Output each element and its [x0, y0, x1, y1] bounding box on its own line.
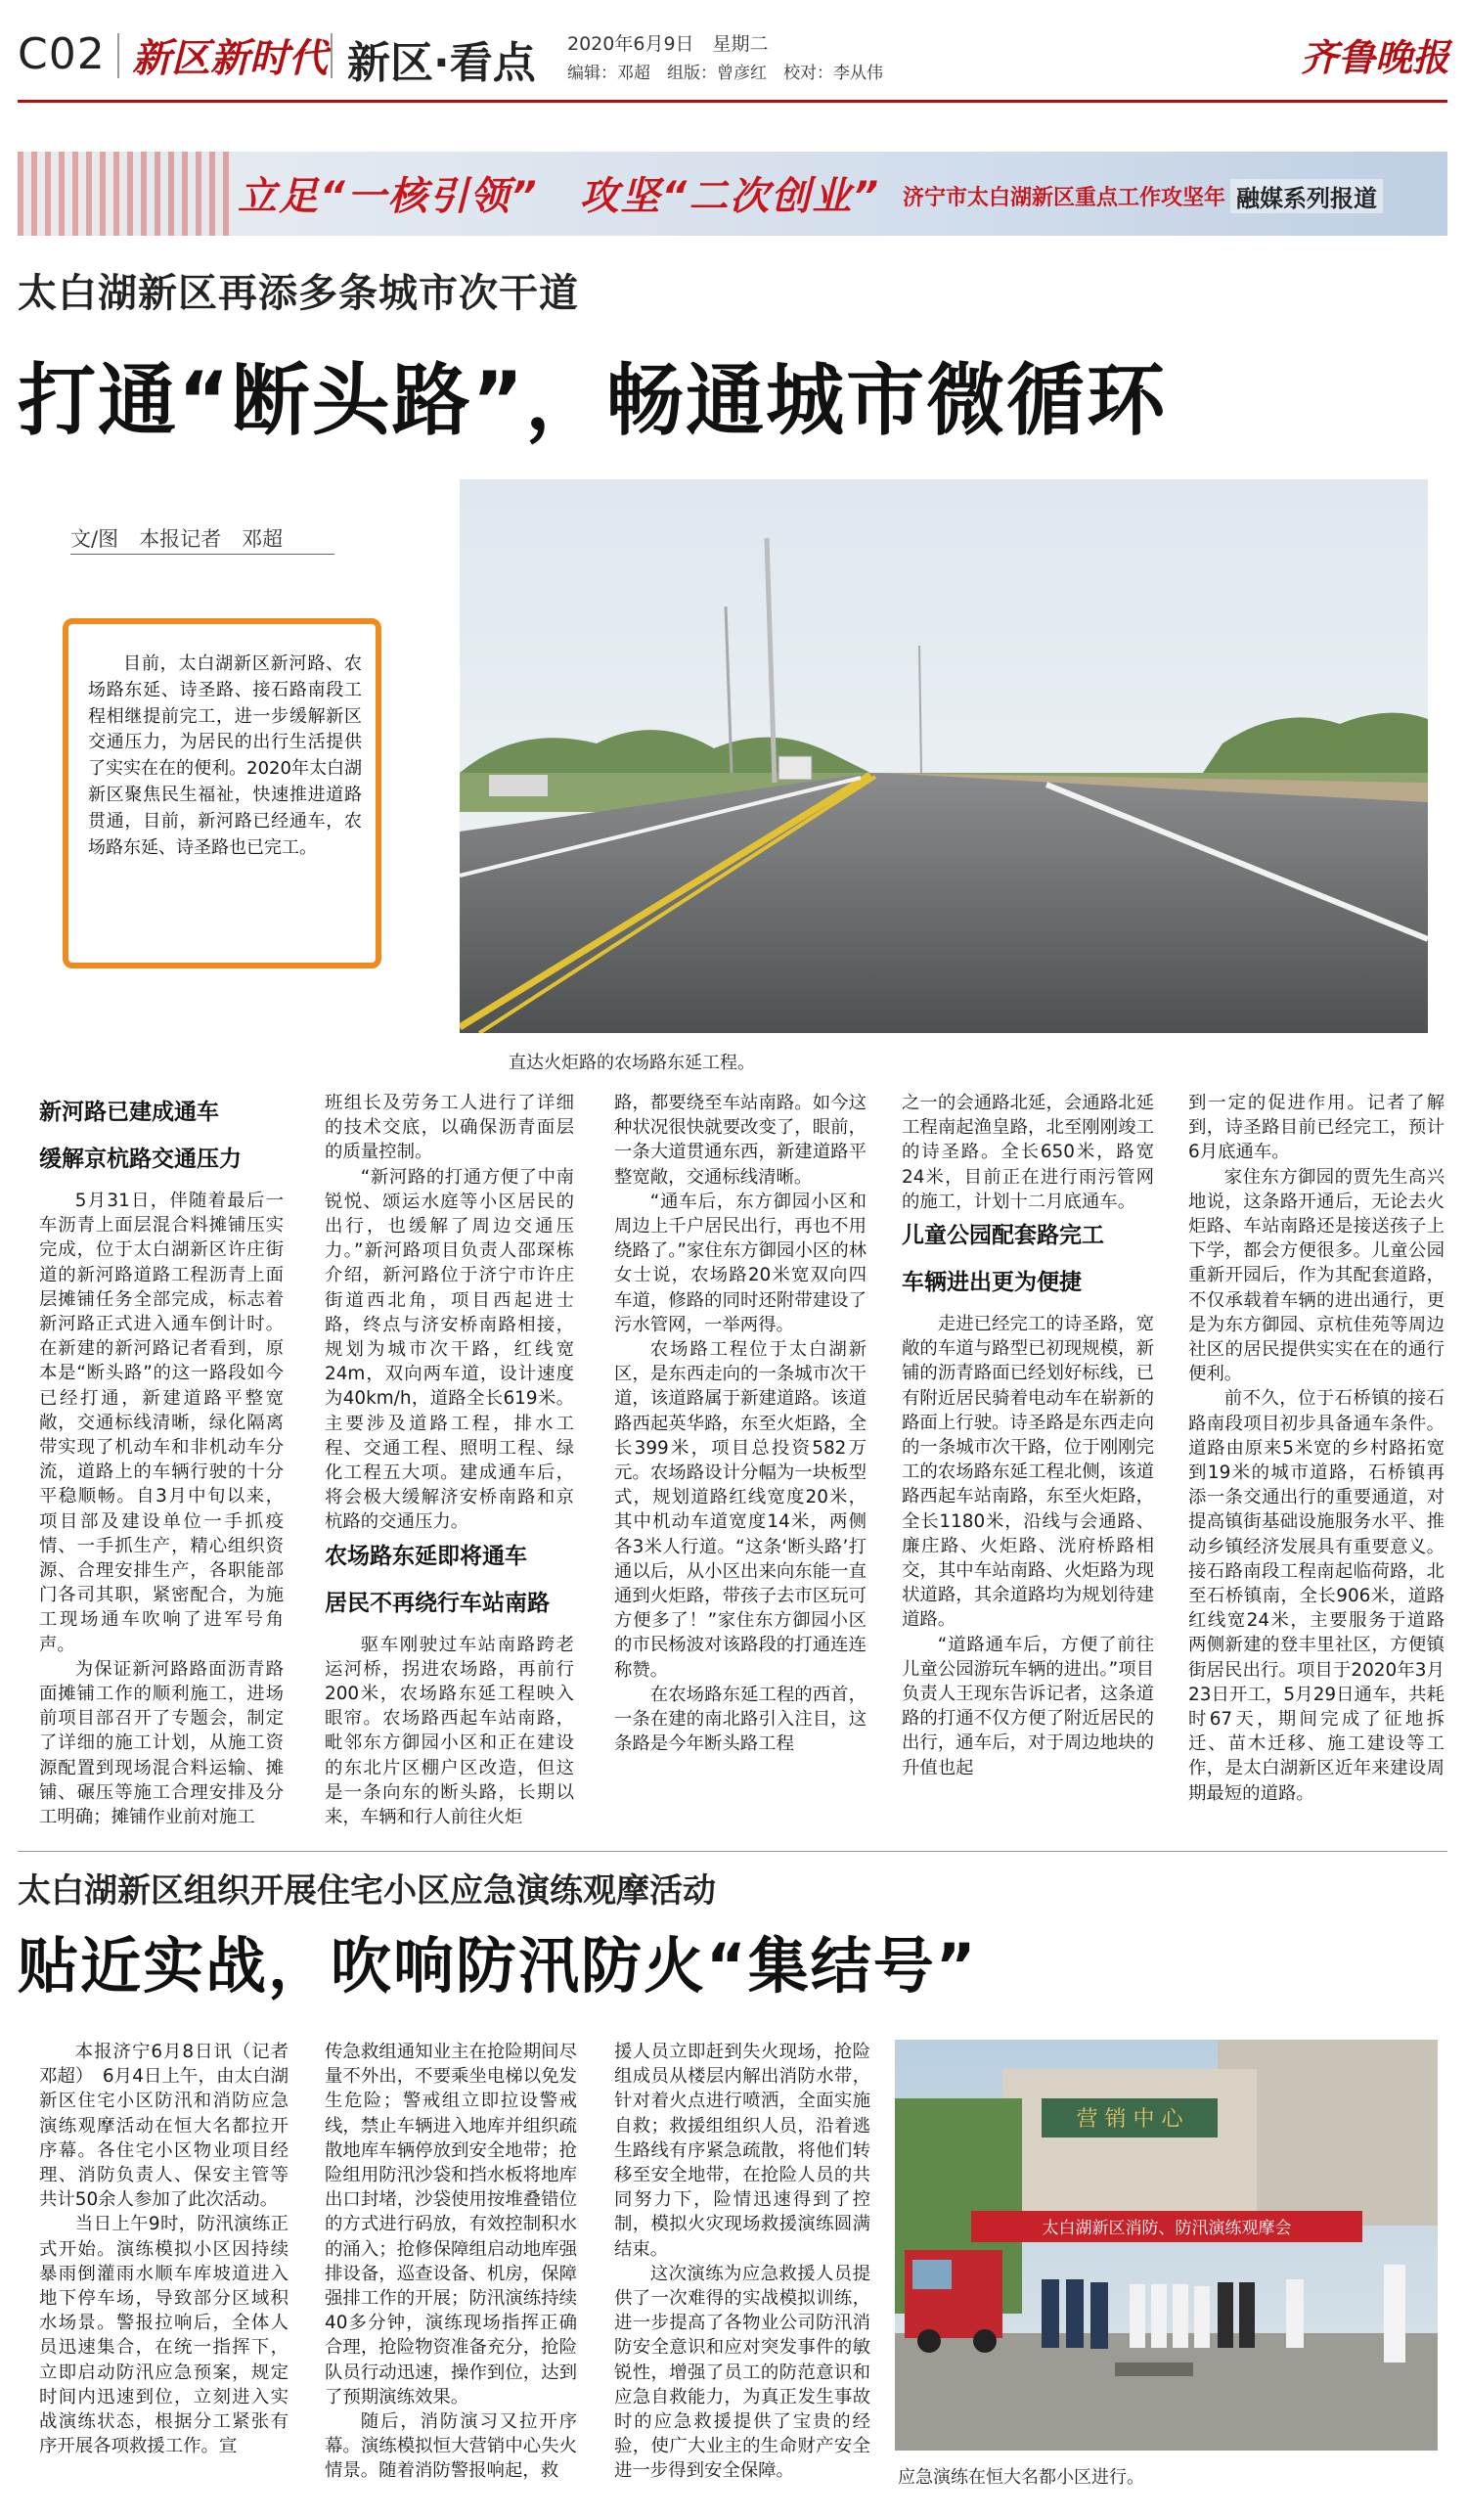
- article2-kicker: 太白湖新区组织开展住宅小区应急演练观摩活动: [18, 1871, 716, 1911]
- subheading: 儿童公园配套路完工: [902, 1223, 1104, 1249]
- paragraph: 农场路工程位于太白湖新区，是东西走向的一条城市次干道，该道路属于新建道路。该道路西起英华路，东至火炬路，全长399米，项目总投资582万元。农场路设计分幅为一块板型式，规划道路红线宽度20米，其中机动车道宽度14米，两侧各3米人行道。“这条‘断头路’打通以后，从小区出来向东能一直通到火炬路，带孩子去市区玩可方便多了！”家住东方御园小区的市民杨波对该路段的打通连连称赞。: [614, 1339, 867, 1681]
- article1-kicker: 太白湖新区再添多条城市次干道: [18, 271, 579, 316]
- article2-headline: 贴近实战，吹响防汛防火“集结号”: [18, 1930, 978, 2002]
- sales-center-sign: 营 销 中 心: [1076, 2107, 1183, 2132]
- article1-summary: 目前，太白湖新区新河路、农场路东延、诗圣路、接石路南段工程相继提前完工，进一步缓解新区交通压力，为居民的出行生活提供了实实在在的便利。2020年太白湖新区聚焦民生福祉，快速推进道路贯通，目前，新河路已经通车，农场路东延、诗圣路也已完工。: [88, 653, 362, 858]
- banner-decoration: [18, 152, 233, 236]
- paragraph: 班组长及劳务工人进行了详细的技术交底，以确保沥青面层的质量控制。: [325, 1093, 574, 1163]
- paragraph: 这次演练为应急救援人员提供了一次难得的实战模拟训练，进一步提高了各物业公司防汛消防安全意识和应对突发事件的敏锐性，增强了员工的防范意识和应急自救能力，为真正发生事故时的应急救援提供了宝贵的经验，使广大业主的生命财产安全进一步得到安全保障。: [614, 2263, 870, 2482]
- masthead-divider: [331, 33, 333, 78]
- paragraph: 传急救组通知业主在抢险期间尽量不外出，不要乘坐电梯以免发生危险；警戒组立即拉设警戒线，禁止车辆进入地库并组织疏散地库车辆停放到安全地带；抢险组用防汛沙袋和挡水板将地库出口封堵，沙袋使用按堆叠错位的方式进行码放，有效控制积水的涌入；抢修保障组启动地库强排设备，巡查设备、机房，保障强排工作的开展；防汛演练持续40多分钟，演练现场指挥正确合理，抢险物资准备充分，抢险队员行动迅速，操作到位，达到了预期演练效果。: [325, 2042, 577, 2408]
- byline-rule: [70, 554, 334, 555]
- paragraph: 前不久，位于石桥镇的接石路南段项目初步具备通车条件。道路由原来5米宽的乡村路拓宽到19米的城市道路，石桥镇再添一条交通出行的重要通道，对提高镇街基础设施服务水平、推动乡镇经济发展具有重要意义。接石路南段工程南起临荷路，北至石桥镇南，全长906米，道路红线宽24米，主要服务于道路两侧新建的登丰里社区，方便镇街居民出行。项目于2020年3月23日开工，5月29日通车，共耗时67天，期间完成了征地拆迁、苗木迁移、施工建设等工作，是太白湖新区近年来建设周期最短的道路。: [1188, 1388, 1445, 1804]
- article1-column-1: [39, 1091, 284, 1829]
- article1-headline: 打通“断头路”，畅通城市微循环: [18, 355, 1168, 446]
- column-brand: 新区新时代: [132, 35, 328, 81]
- paragraph: 驱车刚驶过车站南路跨老运河桥，拐进农场路，再前行200米，农场路东延工程映入眼帘。农场路西起车站南路，毗邻东方御园小区和正在建设的东北片区棚户区改造，但这是一条向东的断头路，长期以来，车辆和行人前往火炬: [325, 1634, 574, 1828]
- subheading: 车辆进出更为便捷: [902, 1270, 1082, 1296]
- masthead-divider: [117, 33, 119, 78]
- paragraph: 为保证新河路路面沥青路面摊铺工作的顺利施工，进场前项目部召开了专题会，制定了详细的施工计划，从施工资源配置到现场混合料运输、摊铺、碾压等施工合理安排及分工明确；摊铺作业前对施工: [39, 1658, 284, 1828]
- drill-photo-image: [895, 2040, 1438, 2451]
- paragraph: 当日上午9时，防汛演练正式开始。演练模拟小区因持续暴雨倒灌雨水顺车库坡道进入地下停车场，导致部分区域积水场景。警报拉响后，全体人员迅速集合，在统一指挥下，立即启动防汛应急预案，规定时间内迅速到位，立刻进入实战演练状态，根据分工紧张有序开展各项救援工作。宣: [39, 2214, 289, 2457]
- paragraph: “道路通车后，方便了前往儿童公园游玩车辆的进出。”项目负责人王现东告诉记者，这条道路的打通不仅方便了附近居民的出行，通车后，对于周边地块的升值也起: [902, 1634, 1154, 1778]
- article2-column-2: [325, 2040, 577, 2484]
- paragraph: 路，都要绕至车站南路。如今这种状况很快就要改变了，眼前，一条大道贯通东西，新建道路平整宽敞，交通标线清晰。: [614, 1093, 867, 1188]
- subheading: 缓解京杭路交通压力: [39, 1147, 242, 1172]
- banner-subtitle: 济宁市太白湖新区重点工作攻坚年: [903, 186, 1226, 210]
- paragraph: 随后，消防演习又拉开序幕。演练模拟恒大营销中心失火情景。随着消防警报响起，救: [325, 2411, 577, 2482]
- newspaper-logo: 齐鲁晚报: [1301, 35, 1450, 79]
- article1-column-5: [1188, 1091, 1445, 1806]
- subheading: 农场路东延即将通车: [325, 1543, 527, 1569]
- article2-column-3: [614, 2040, 870, 2484]
- page-number: C02: [18, 29, 106, 79]
- paragraph: 本报济宁6月8日讯（记者 邓超） 6月4日上午，由太白湖新区住宅小区防汛和消防应急演练观摩活动在恒大名都拉开序幕。各住宅小区物业项目经理、消防负责人、保安主管等共计50余人参加了此次活动。: [39, 2042, 307, 2211]
- editor-credits: 编辑：邓超 组版：曾彦红 校对：李从伟: [567, 64, 883, 83]
- masthead-rule: [18, 100, 1447, 103]
- road-photo-caption: 直达火炬路的农场路东延工程。: [509, 1053, 755, 1073]
- article1-byline: 文/图 本报记者 邓超: [70, 527, 284, 551]
- article-divider: [18, 1851, 1447, 1852]
- drill-banner-text: 太白湖新区消防、防汛演练观摩会: [1042, 2219, 1292, 2238]
- paragraph: 走进已经完工的诗圣路，宽敞的车道与路型已初现规模，新铺的沥青路面已经划好标线，已有附近居民骑着电动车在崭新的路面上行驶。诗圣路是东西走向的一条城市次干路，位于刚刚完工的农场路东延工程北侧，该道路西起车站南路，东至火炬路，全长1180米，沿线与会通路、廉庄路、火炬路、洸府桥路相交，其中车站南路、火炬路为现状道路，其余道路均为规划待建道路。: [902, 1314, 1154, 1631]
- paragraph: 到一定的促进作用。记者了解到，诗圣路目前已经完工，预计6月底通车。: [1188, 1093, 1445, 1163]
- paragraph: 之一的会通路北延，会通路北延工程南起渔皇路，北至刚刚竣工的诗圣路。全长650米，路宽24米，目前正在进行雨污管网的施工，计划十二月底通车。: [902, 1093, 1154, 1212]
- paragraph: 在农场路东延工程的西首，一条在建的南北路引入注目，这条路是今年断头路工程: [614, 1684, 867, 1755]
- paragraph: 援人员立即赶到失火现场，抢险组成员从楼层内解出消防水带，针对着火点进行喷洒，全面实施自救；救援组组织人员，沿着逃生路线有序紧急疏散，将他们转移至安全地带，在抢险人员的共同努力下，险情迅速得到了控制，模拟火灾现场救援演练圆满结束。: [614, 2042, 870, 2260]
- article1-column-2: [325, 1091, 574, 1829]
- section-title: 新区·看点: [347, 38, 536, 88]
- series-banner: [18, 152, 1447, 236]
- drill-photo: [895, 2040, 1438, 2451]
- road-photo: [460, 479, 1428, 1033]
- banner-series-label: 融媒系列报道: [1230, 179, 1383, 213]
- paragraph: “通车后，东方御园小区和周边上千户居民出行，再也不用绕路了。”家住东方御园小区的林女士说，农场路20米宽双向四车道，修路的同时还附带建设了污水管网，一举两得。: [614, 1191, 867, 1335]
- banner-slogan: 立足“一核引领” 攻坚“二次创业”: [238, 174, 881, 219]
- paragraph: “新河路的打通方便了中南锐悦、颂运水庭等小区居民的出行，也缓解了周边交通压力。”新河路项目负责人邵琛栋介绍，新河路位于济宁市许庄街道西北角，项目西起进士路，终点与济安桥南路相接，规划为城市次干路，红线宽24m，双向两车道，设计速度为40km/h，道路全长619米。主要涉及道路工程，排水工程、交通工程、照明工程、绿化工程五大项。建成通车后，将会极大缓解济安桥南路和京杭路的交通压力。: [325, 1166, 574, 1533]
- article1-column-3: [614, 1091, 867, 1756]
- subheading: 新河路已建成通车: [39, 1100, 219, 1125]
- article2-column-1: [39, 2040, 307, 2458]
- road-photo-image: [460, 479, 1428, 1033]
- subheading: 居民不再绕行车站南路: [325, 1590, 550, 1616]
- issue-date: 2020年6月9日 星期二: [567, 33, 769, 55]
- drill-photo-caption: 应急演练在恒大名都小区进行。: [898, 2467, 1144, 2488]
- masthead: [0, 0, 1467, 137]
- article1-summary-box: [63, 618, 381, 968]
- article1-column-4: [902, 1091, 1154, 1780]
- paragraph: 5月31日，伴随着最后一车沥青上面层混合料摊铺压实完成，位于太白湖新区许庄街道的新河路道路工程沥青上面层摊铺任务全部完成，标志着新河路正式进入通车倒计时。在新建的新河路记者看到，原本是“断头路”的这一路段如今已经打通，新建道路平整宽敞，交通标线清晰，绿化隔离带实现了机动车和非机动车分流，道路上的车辆行驶的十分平稳顺畅。自3月中旬以来，项目部及建设单位一手抓疫情、一手抓生产，精心组织资源、合理安排生产，各职能部门各司其职，紧密配合，为施工现场通车吹响了进军号角声。: [39, 1191, 284, 1655]
- paragraph: 家住东方御园的贾先生高兴地说，这条路开通后，无论去火炬路、车站南路还是接送孩子上下学，都会方便很多。儿童公园重新开园后，作为其配套道路，不仅承载着车辆的进出通行，更是为东方御园、京杭佳苑等周边社区的居民提供实实在在的通行便利。: [1188, 1166, 1445, 1385]
